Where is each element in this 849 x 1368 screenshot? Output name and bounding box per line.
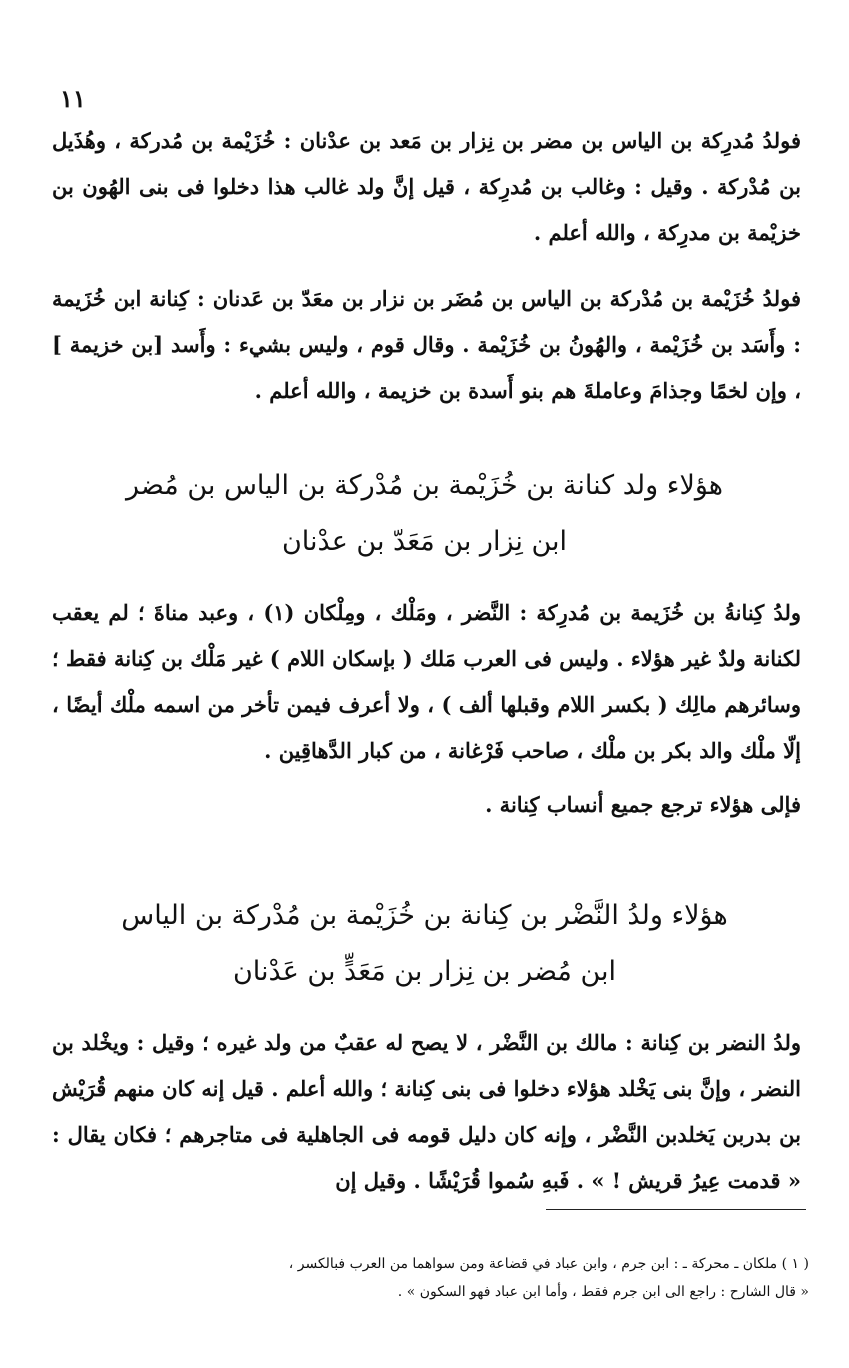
heading-line: هؤلاء ولد كنانة بن خُزَيْمة بن مُدْركة بن الياس بن مُضر (125, 470, 724, 501)
page-number: ١١ (60, 84, 86, 113)
paragraph-nadr-sons: ولدُ النضر بن كِنانة : مالك بن النَّضْر ، لا يصح له عقبٌ من ولد غيره ؛ وقيل : ويخْلد بن النضر ، وإنَّ بنى يَخْلد هؤلاء دخلوا فى بنى كِنانة ؛ والله أعلم . قيل إنه كان منهم قُرَيْش بن بدربن يَخلدبن النَّضْر ، وإنه كان دليل قومه فى الجاهلية فى متاجرهم ؛ فكان يقال : « قدمت عِيرُ قريش ! » . فَبهِ سُموا قُرَيْشًا . وقيل إن (52, 1030, 801, 1193)
heading-line: هؤلاء ولدُ النَّضْر بن كِنانة بن خُزَيْمة بن مُدْركة بن الياس (121, 900, 728, 931)
footnote-line: « قال الشارح : راجع الى ابن جرم فقط ، وأما ابن عباد فهو السكون » . (397, 1284, 809, 1300)
footnote-divider (546, 1209, 806, 1210)
paragraph-khuzayma: فولدُ خُزَيْمة بن مُدْركة بن الياس بن مُضَر بن نزار بن معَدّ بن عَدنان : كِنانة ابن خُزَيمة : وأَسَد بن خُزَيْمة ، والهُونُ بن خُزَيْمة . وقال قوم ، وليس بشيء : وأَسد [بن خزيمة ] ، وإن لخمًا وجذامَ وعاملةَ هم بنو أَسدة بن خزيمة ، والله أعلم . (52, 286, 801, 403)
paragraph-kinana-sons: ولدُ كِنانةُ بن خُزَيمة بن مُدرِكة : النَّضر ، ومَلْك ، ومِلْكان (١) ، وعبد مناةَ ؛ لم يعقب لكنانة ولدٌ غير هؤلاء . وليس فى العرب مَلك ( بإسكان اللام ) غير مَلْك بن كِنانة فقط ؛ وسائرهم مالِك ( بكسر اللام وقبلها ألف ) ، ولا أعرف فيمن تأخر من اسمه ملْك أيضًا ، إلّا ملْك والد بكر بن ملْك ، صاحب فَرْغانة ، من كبار الدَّهاقِين . (52, 600, 802, 763)
section-heading-nadr (80, 888, 769, 1000)
paragraph-mudrika: فولدُ مُدرِكة بن الياس بن مضر بن نِزار بن مَعد بن عدْنان : خُزَيْمة بن مُدركة ، وهُذَيل بن مُدْركة . وقيل : وغالب بن مُدرِكة ، قيل إنَّ ولد غالب هذا دخلوا فى بنى الهُون بن خزيْمة بن مدرِكة ، والله أعلم . (52, 128, 801, 245)
footnote-line: ( ١ ) ملكان ـ محركة ـ : ابن جرم ، وابن عباد في قضاعة ومن سواهما من العرب فبالكسر ، (288, 1256, 809, 1272)
section-heading-kinana (80, 458, 769, 570)
heading-line: ابن مُضر بن نِزار بن مَعَدٍّ بن عَدْنان (232, 956, 617, 987)
paragraph-kinana-lineage: فإلى هؤلاء ترجع جميع أنساب كِنانة . (485, 792, 801, 817)
footnotes (80, 1250, 809, 1306)
heading-line: ابن نِزار بن مَعَدّ بن عدْنان (281, 526, 568, 557)
